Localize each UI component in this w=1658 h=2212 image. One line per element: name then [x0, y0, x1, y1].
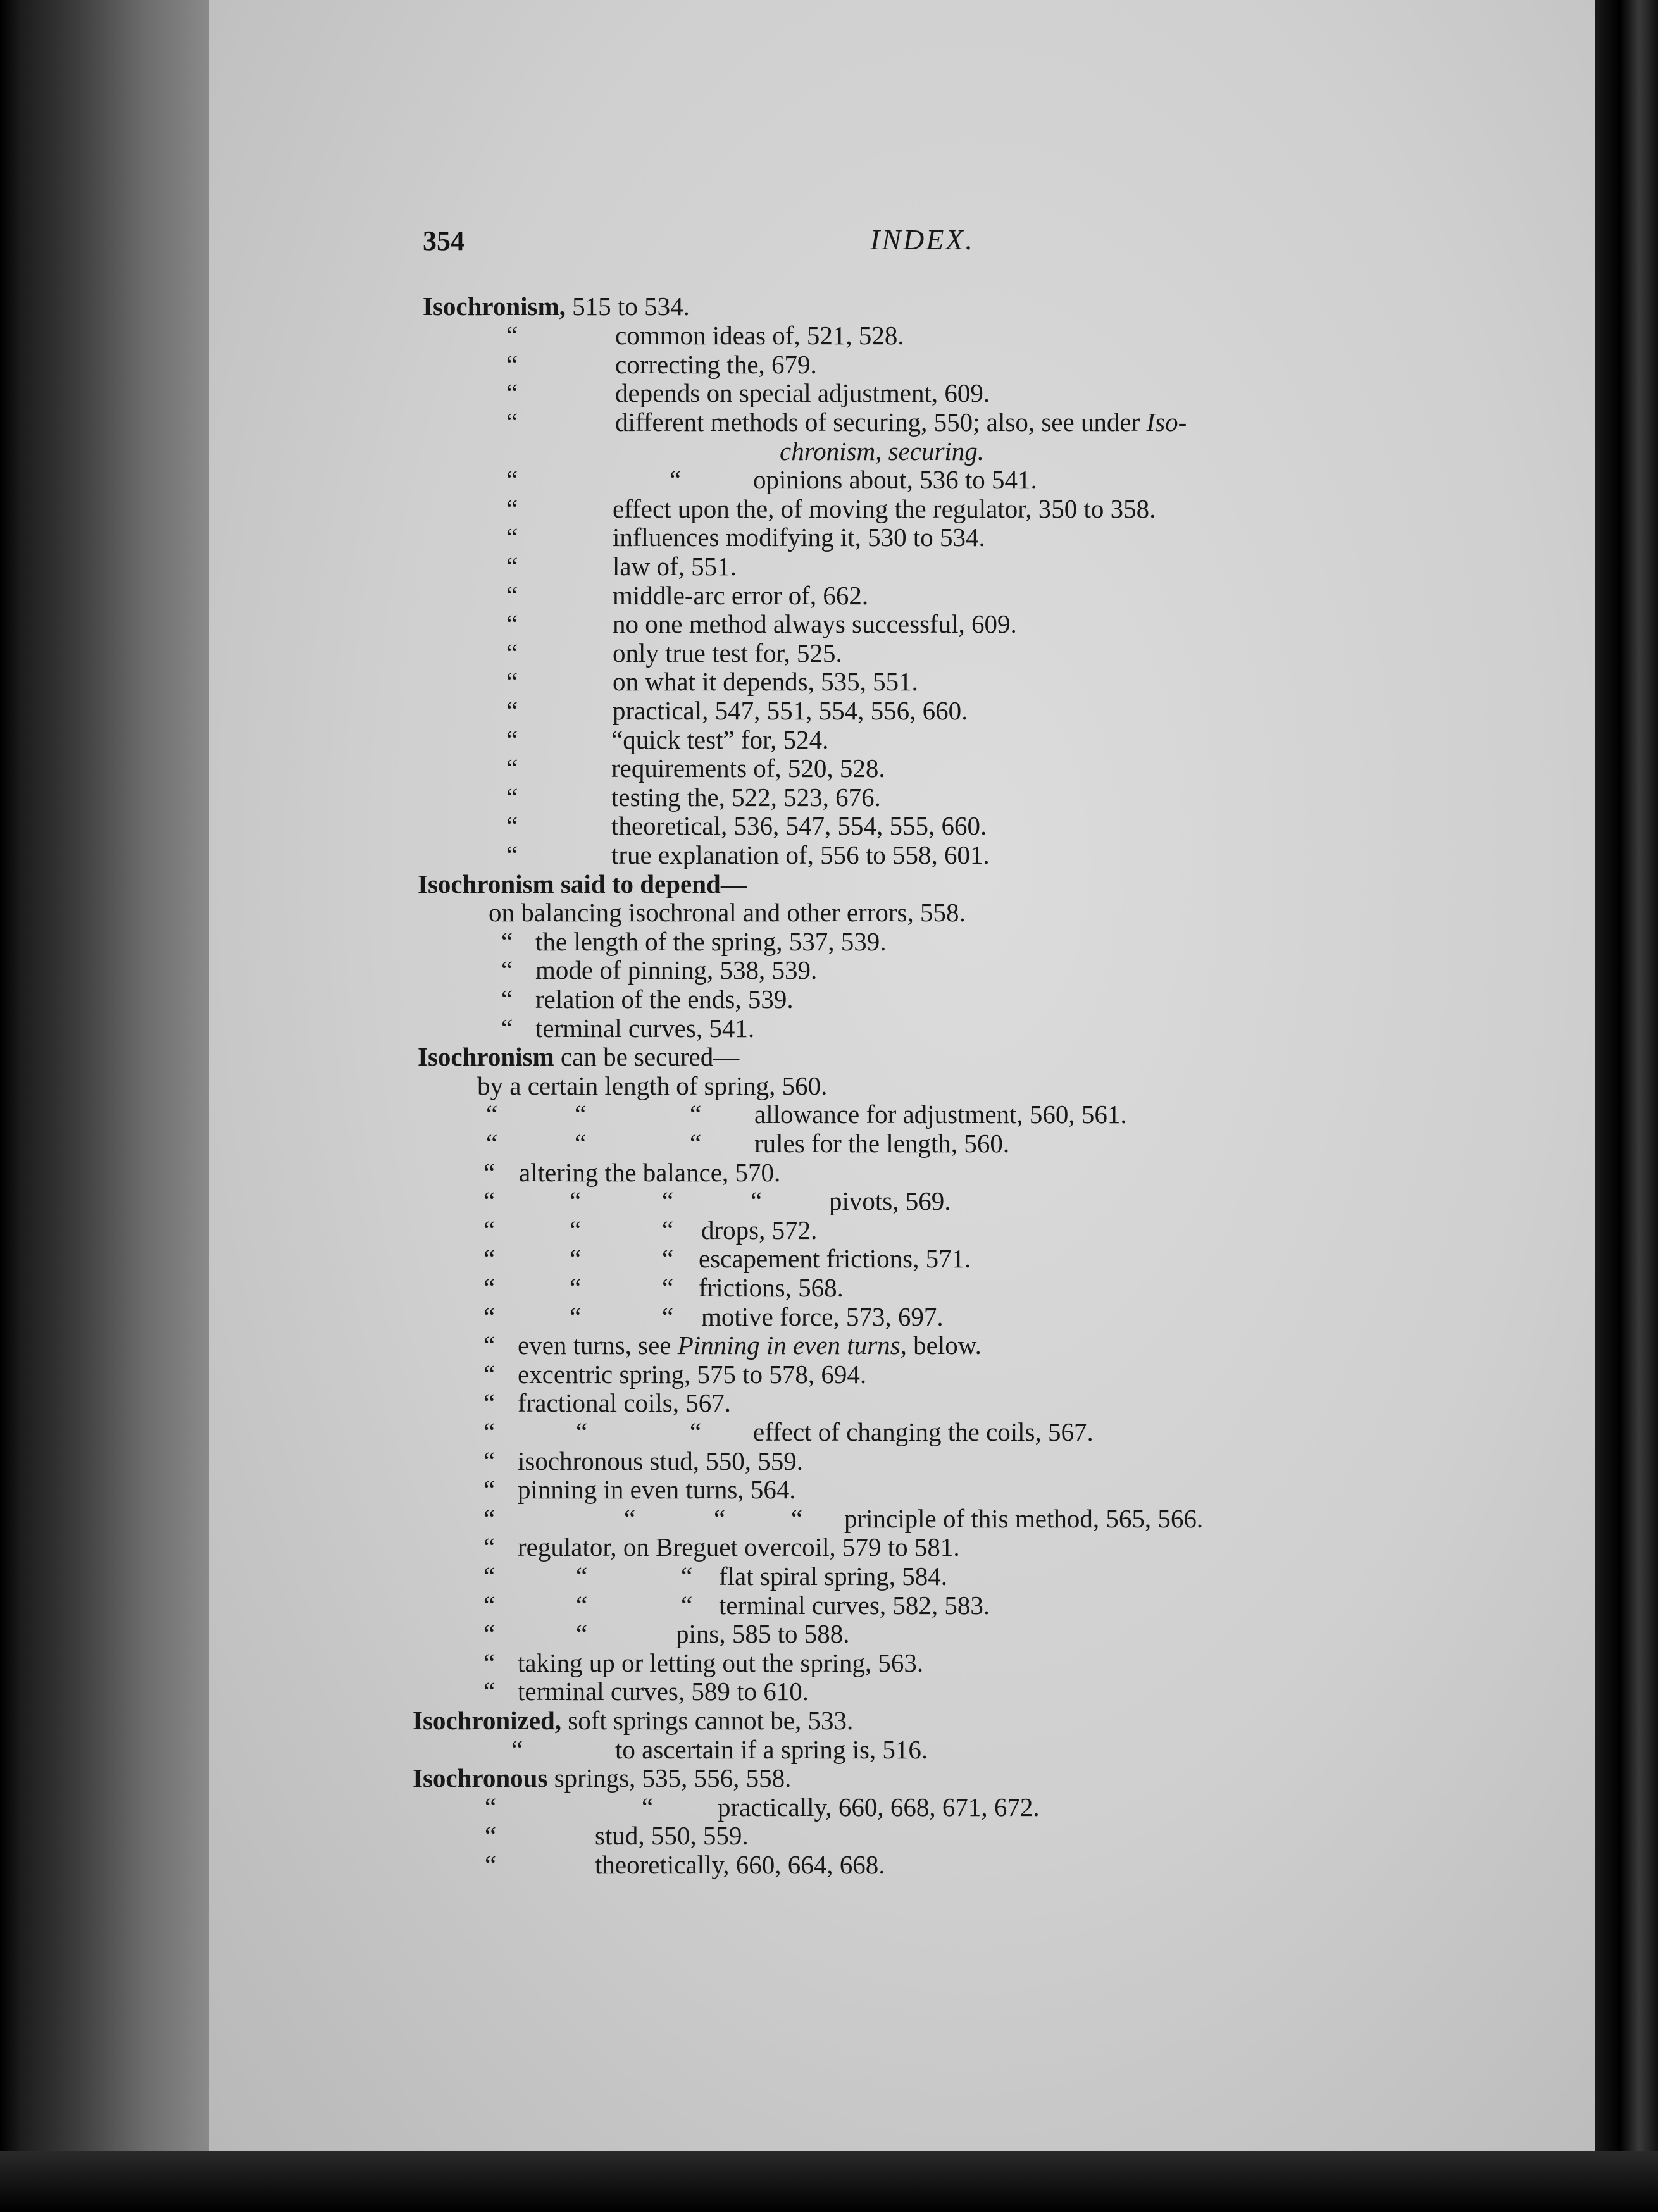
ditto-mark: “	[570, 1244, 582, 1273]
index-heading-term: Isochronism,	[423, 292, 566, 321]
index-entry-text: effect of changing the coils, 567.	[753, 1417, 1094, 1446]
ditto-mark: “	[483, 1158, 496, 1187]
ditto-mark: “	[506, 609, 518, 638]
ditto-mark: “	[575, 1100, 587, 1129]
ditto-mark: “	[570, 1215, 582, 1245]
ditto-mark: “	[506, 696, 518, 725]
ditto-mark: “	[791, 1504, 803, 1533]
ditto-mark: “	[483, 1446, 496, 1476]
ditto-mark: “	[485, 1850, 497, 1879]
ditto-mark: “	[570, 1273, 582, 1302]
index-entry-text: common ideas of, 521, 528.	[615, 321, 904, 350]
ditto-mark: “	[506, 581, 518, 610]
ditto-mark: “	[670, 465, 682, 494]
index-entry-text: mode of pinning, 538, 539.	[535, 955, 818, 985]
ditto-mark: “	[642, 1793, 654, 1822]
index-entry-tail: below.	[906, 1331, 982, 1360]
index-entry-text: on balancing isochronal and other errors, 558.	[489, 898, 966, 927]
ditto-mark: “	[570, 1302, 582, 1331]
index-entry-text: soft springs cannot be, 533.	[561, 1706, 854, 1735]
index-entry-text: flat spiral spring, 584.	[719, 1562, 947, 1591]
index-entry-text: effect upon the, of moving the regulator, 350 to 358.	[613, 494, 1156, 523]
ditto-mark: “	[501, 985, 513, 1014]
index-entry-text: law of, 551.	[613, 552, 737, 581]
index-entry-text: pivots, 569.	[829, 1186, 951, 1215]
index-entry-text: fractional coils, 567.	[518, 1388, 732, 1417]
ditto-mark: “	[506, 783, 518, 812]
page-number: 354	[423, 225, 464, 256]
ditto-mark: “	[506, 465, 518, 494]
ditto-mark: “	[506, 754, 518, 783]
index-entry-text: by a certain length of spring, 560.	[477, 1071, 828, 1100]
ditto-mark: “	[511, 1735, 523, 1764]
index-entry-text: on what it depends, 535, 551.	[613, 667, 918, 696]
ditto-mark: “	[483, 1504, 496, 1533]
index-entry-text: even turns, see	[518, 1331, 678, 1360]
ditto-mark: “	[624, 1504, 636, 1533]
index-entry-text: “quick test” for, 524.	[611, 725, 829, 754]
index-entry-text: motive force, 573, 697.	[701, 1302, 944, 1331]
index-entry-text: depends on special adjustment, 609.	[615, 378, 990, 407]
ditto-mark: “	[506, 321, 518, 350]
ditto-mark: “	[483, 1648, 496, 1677]
ditto-mark: “	[483, 1302, 496, 1331]
ditto-mark: “	[576, 1591, 588, 1620]
ditto-mark: “	[576, 1562, 588, 1591]
ditto-mark: “	[501, 1014, 513, 1043]
ditto-mark: “	[506, 811, 518, 840]
index-entry-text: principle of this method, 565, 566.	[844, 1504, 1204, 1533]
index-entry-text: pins, 585 to 588.	[676, 1619, 850, 1648]
index-heading-term: Isochronism	[418, 1042, 554, 1071]
index-entry-text: true explanation of, 556 to 558, 601.	[611, 840, 990, 869]
index-entry-text: only true test for, 525.	[613, 638, 842, 668]
index-entry-text: pinning in even turns, 564.	[518, 1475, 796, 1504]
ditto-mark: “	[506, 407, 518, 437]
index-heading-term: Isochronism said to depend—	[418, 869, 747, 898]
ditto-mark: “	[486, 1129, 498, 1158]
ditto-mark: “	[485, 1821, 497, 1850]
ditto-mark: “	[483, 1417, 496, 1446]
index-heading-term: Isochronous	[413, 1763, 548, 1793]
index-entry-text: testing the, 522, 523, 676.	[611, 783, 881, 812]
index-entry-text: altering the balance, 570.	[519, 1158, 781, 1187]
ditto-mark: “	[483, 1244, 496, 1273]
index-heading-term: Isochronized,	[413, 1706, 562, 1735]
index-entry-text: terminal curves, 582, 583.	[719, 1591, 990, 1620]
index-entry-text: relation of the ends, 539.	[535, 985, 794, 1014]
ditto-mark: “	[690, 1100, 702, 1129]
ditto-mark: “	[501, 955, 513, 985]
ditto-mark: “	[662, 1302, 674, 1331]
ditto-mark: “	[570, 1186, 582, 1215]
ditto-mark: “	[483, 1562, 496, 1591]
index-entry-text: theoretical, 536, 547, 554, 555, 660.	[611, 811, 987, 840]
ditto-mark: “	[575, 1129, 587, 1158]
ditto-mark: “	[690, 1417, 702, 1446]
index-entry-text: to ascertain if a spring is, 516.	[615, 1735, 928, 1764]
ditto-mark: “	[506, 667, 518, 696]
index-entry-text: escapement frictions, 571.	[699, 1244, 971, 1273]
ditto-mark: “	[506, 523, 518, 552]
ditto-mark: “	[483, 1677, 496, 1706]
index-entry-text: requirements of, 520, 528.	[611, 754, 885, 783]
index-entry-text: 515 to 534.	[565, 292, 690, 321]
book-spine-edge	[0, 0, 209, 2212]
index-entry-text: springs, 535, 556, 558.	[547, 1763, 792, 1793]
ditto-mark: “	[506, 350, 518, 379]
index-entry-text: influences modifying it, 530 to 534.	[613, 523, 985, 552]
ditto-mark: “	[483, 1360, 496, 1389]
ditto-mark: “	[483, 1215, 496, 1245]
index-entry-text: different methods of securing, 550; also, see under	[615, 407, 1147, 437]
ditto-mark: “	[506, 378, 518, 407]
ditto-mark: “	[576, 1619, 588, 1648]
index-entry-text: frictions, 568.	[699, 1273, 844, 1302]
ditto-mark: “	[483, 1273, 496, 1302]
ditto-mark: “	[681, 1591, 693, 1620]
index-entry-text: practical, 547, 551, 554, 556, 660.	[613, 696, 968, 725]
ditto-mark: “	[714, 1504, 726, 1533]
running-head: INDEX.	[870, 223, 975, 256]
ditto-mark: “	[483, 1619, 496, 1648]
index-entry-text: can be secured—	[554, 1042, 740, 1071]
index-cross-reference: chronism, securing.	[780, 437, 985, 466]
index-entry-text: taking up or letting out the spring, 563.	[518, 1648, 924, 1677]
index-entry-text: terminal curves, 541.	[535, 1014, 755, 1043]
ditto-mark: “	[483, 1331, 496, 1360]
ditto-mark: “	[485, 1793, 497, 1822]
index-entry-text: the length of the spring, 537, 539.	[535, 927, 887, 956]
ditto-mark: “	[681, 1562, 693, 1591]
ditto-mark: “	[483, 1186, 496, 1215]
ditto-mark: “	[486, 1100, 498, 1129]
ditto-mark: “	[501, 927, 513, 956]
ditto-mark: “	[690, 1129, 702, 1158]
ditto-mark: “	[662, 1215, 674, 1245]
ditto-mark: “	[662, 1186, 674, 1215]
ditto-mark: “	[751, 1186, 763, 1215]
ditto-mark: “	[506, 840, 518, 869]
ditto-mark: “	[506, 494, 518, 523]
index-entry-text: rules for the length, 560.	[754, 1129, 1010, 1158]
ditto-mark: “	[506, 552, 518, 581]
ditto-mark: “	[483, 1591, 496, 1620]
ditto-mark: “	[483, 1475, 496, 1504]
index-entry-text: middle-arc error of, 662.	[613, 581, 869, 610]
ditto-mark: “	[662, 1273, 674, 1302]
index-entry-text: terminal curves, 589 to 610.	[518, 1677, 809, 1706]
index-entry-text: isochronous stud, 550, 559.	[518, 1446, 803, 1476]
index-entry-text: allowance for adjustment, 560, 561.	[754, 1100, 1127, 1129]
index-cross-reference: Pinning in even turns,	[677, 1331, 907, 1360]
ditto-mark: “	[576, 1417, 588, 1446]
index-entry-text: excentric spring, 575 to 578, 694.	[518, 1360, 867, 1389]
index-entry-text: theoretically, 660, 664, 668.	[595, 1850, 885, 1879]
index-entry-text: no one method always successful, 609.	[613, 609, 1017, 638]
ditto-mark: “	[483, 1532, 496, 1562]
ditto-mark: “	[483, 1388, 496, 1417]
index-entry-text: regulator, on Breguet overcoil, 579 to 581.	[518, 1532, 960, 1562]
facing-page-gutter	[1595, 0, 1658, 2212]
ditto-mark: “	[662, 1244, 674, 1273]
index-cross-reference: Iso-	[1146, 407, 1187, 437]
page-bottom-shadow	[0, 2151, 1658, 2212]
index-entry-text: correcting the, 679.	[615, 350, 817, 379]
index-entry-text: opinions about, 536 to 541.	[753, 465, 1037, 494]
index-entry-text: drops, 572.	[701, 1215, 818, 1245]
index-entry-text: practically, 660, 668, 671, 672.	[718, 1793, 1040, 1822]
index-entry-text: stud, 550, 559.	[595, 1821, 749, 1850]
ditto-mark: “	[506, 638, 518, 668]
ditto-mark: “	[506, 725, 518, 754]
